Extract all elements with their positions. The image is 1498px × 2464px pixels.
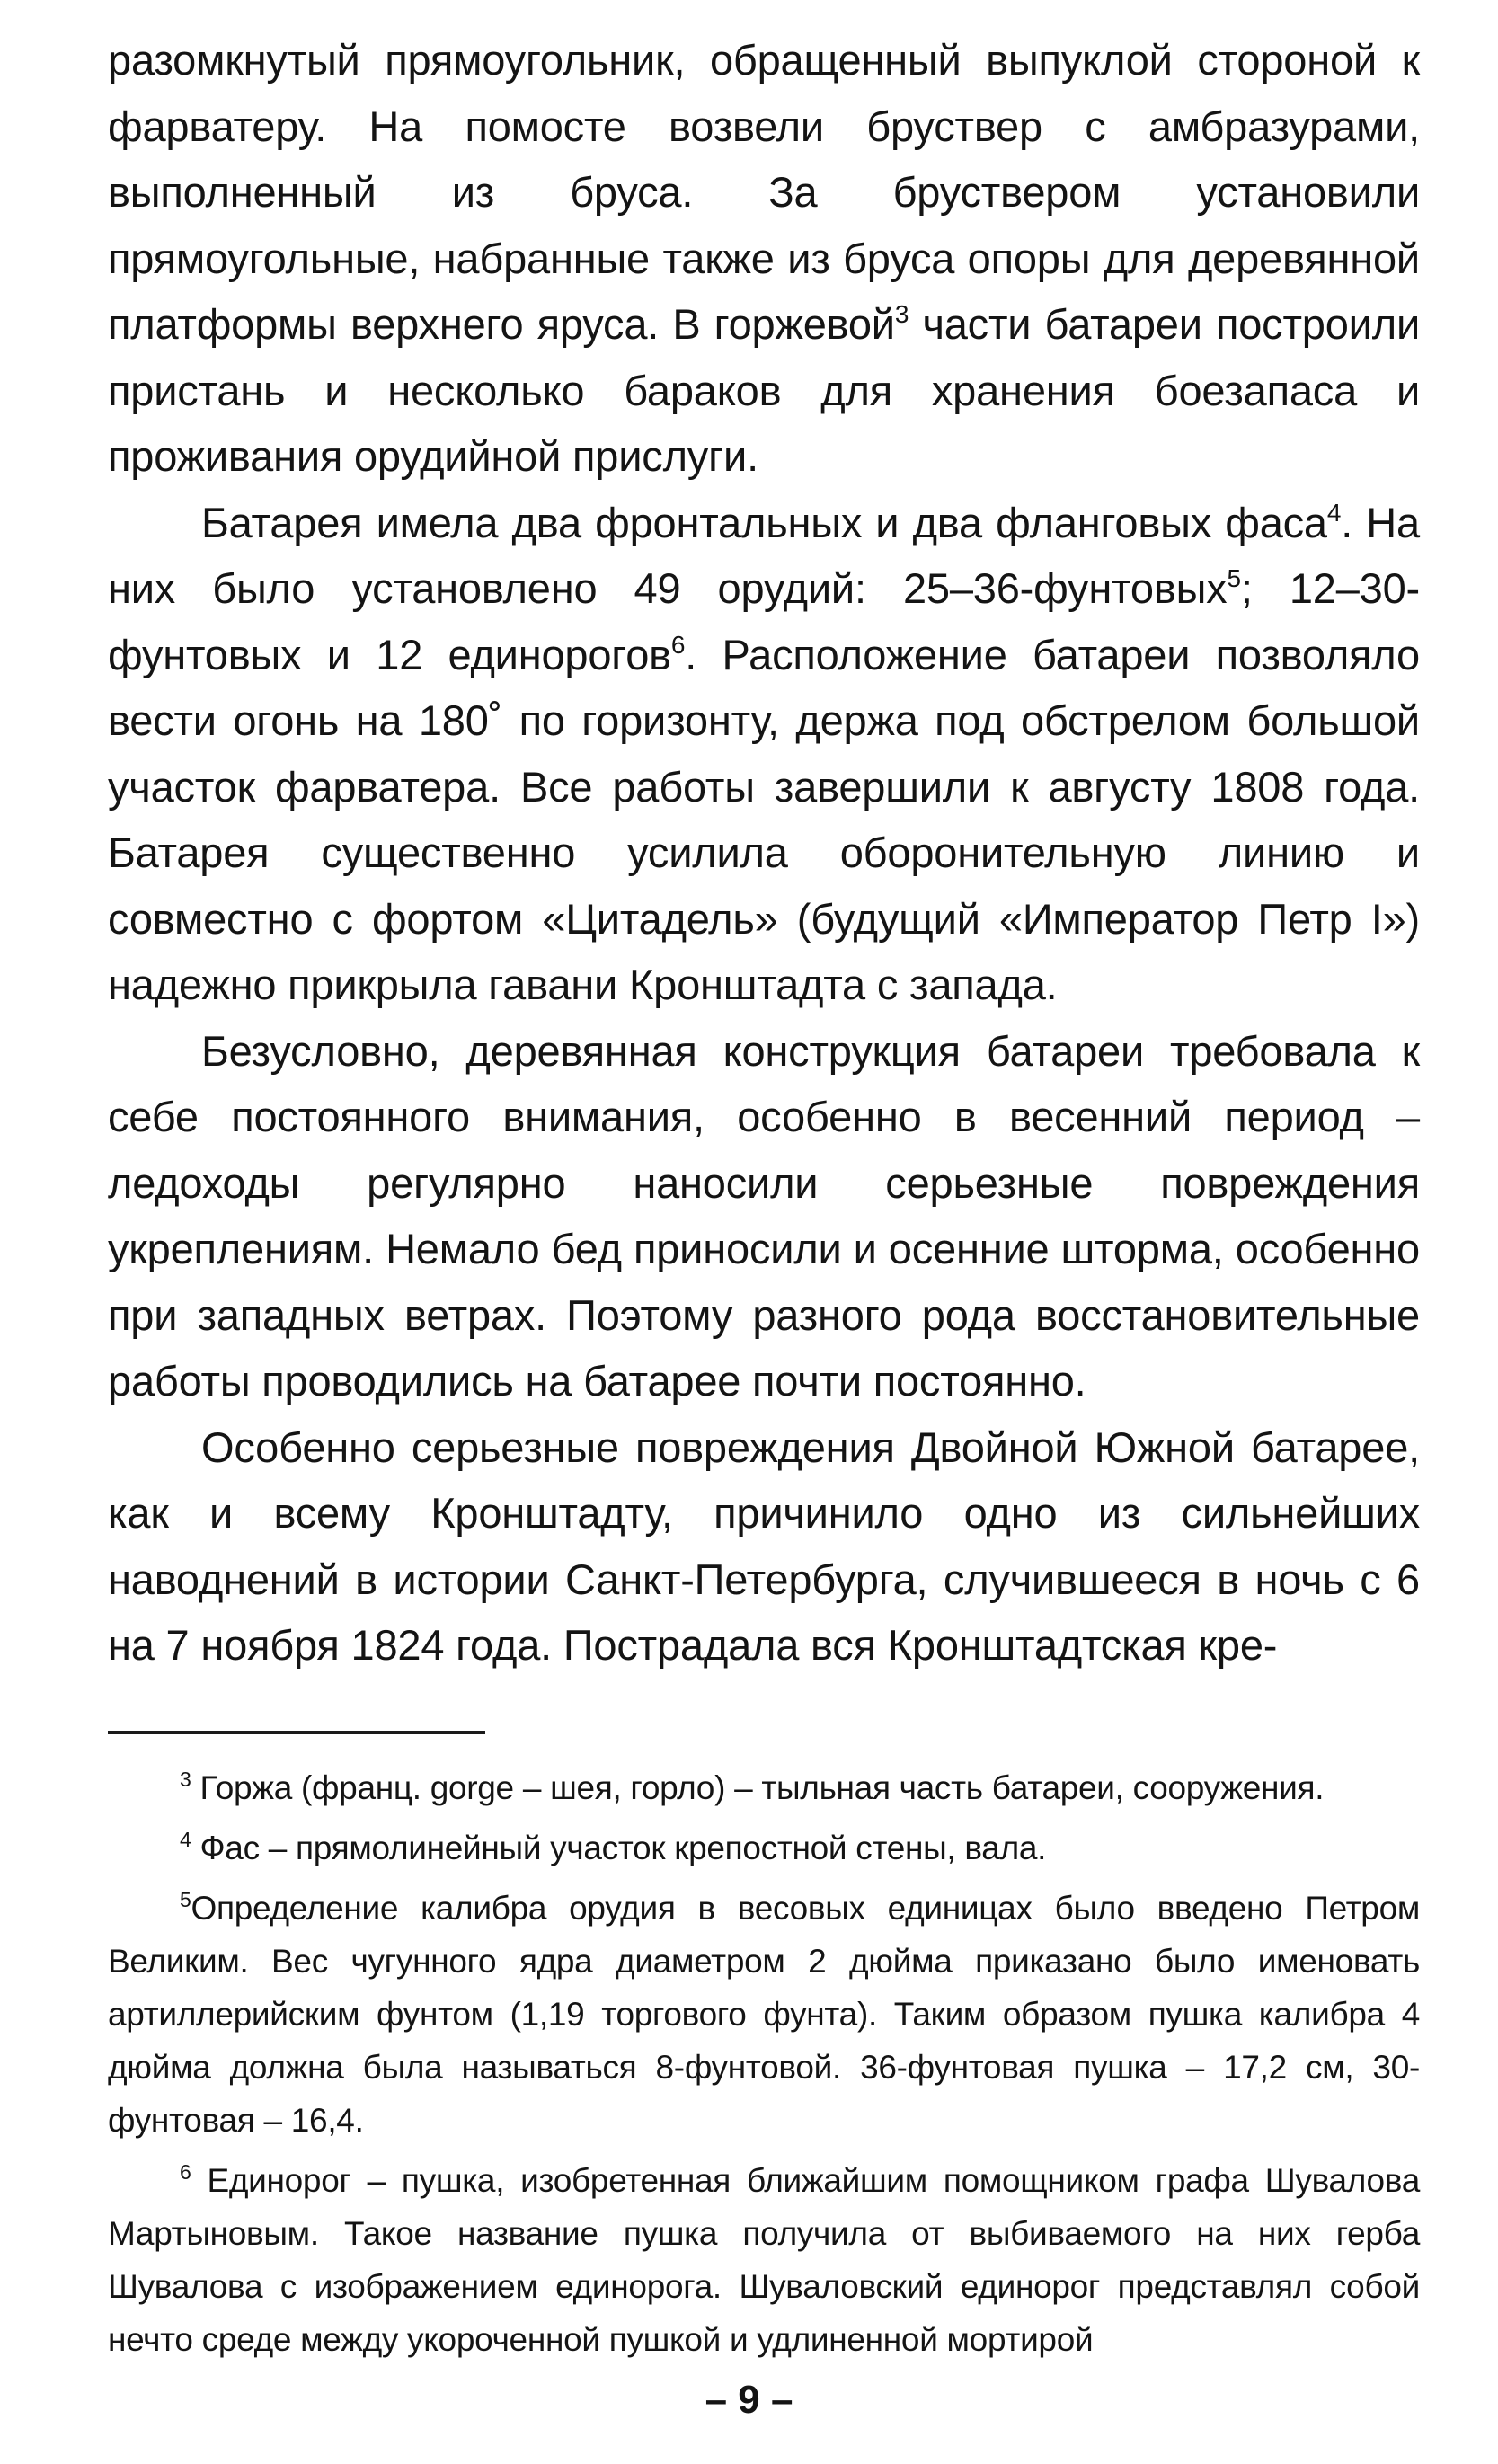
- footnote-separator: [108, 1731, 485, 1734]
- paragraph-3: Безусловно, деревянная конструкция батареи требовала к себе постоянного внимания, особенно в весенний период – ледоходы регулярно наносили серьезные повреждения укреплениям. Немало бед приносили и осенние шторма, особенно при западных ветрах. Поэтому разного рода восстановительные работы проводились на батарее почти постоянно.: [108, 1026, 1420, 1405]
- footnotes: [108, 1761, 1420, 2366]
- paragraph-1-text-a: разомкнутый прямоугольник, обращенный выпуклой стороной к фарватеру. На помосте возвели бруствер с амбразурами, выполненный из бруса. За бруствером установили прямоугольные, набранные также из бруса опоры для деревянной платформы верхнего яруса. В горжевой: [108, 36, 1420, 348]
- book-page: [108, 27, 1420, 2373]
- footnote-text: Определение калибра орудия в весовых единицах было введено Петром Великим. Вес чугунного ядра диаметром 2 дюйма приказано было именовать артиллерийским фунтом (1,19 торгового фунта). Таким образом пушка калибра 4 дюйма должна была называться 8-фунтовой. 36-фунтовая пушка – 17,2 см, 30- фунтовая – 16,4.: [108, 1889, 1420, 2139]
- paragraph-2: [108, 490, 1420, 1018]
- footnote-text: Горжа (франц. gorge – шея, горло) – тыльная часть батареи, сооружения.: [191, 1768, 1325, 1806]
- footnote-5: [108, 1882, 1420, 2147]
- footnote-ref-4[interactable]: 4: [1326, 498, 1342, 527]
- paragraph-2-text-d: . Расположение батареи позволяло вести огонь на 180˚ по горизонту, держа под обстрелом большой участок фарватера. Все работы завершили к августу 1808 года. Батарея существенно усилила оборонительную линию и совместно с фортом «Цитадель» (будущий «Император Петр I») надежно прикрыла гавани Кронштадта с запада.: [108, 630, 1420, 1008]
- footnote-ref-3[interactable]: 3: [894, 300, 909, 328]
- footnote-marker: 6: [180, 2159, 191, 2184]
- footnote-text: Фас – прямолинейный участок крепостной стены, вала.: [191, 1829, 1047, 1866]
- footnote-3: [108, 1761, 1420, 1814]
- footnote-text: Единорог – пушка, изобретенная ближайшим помощником графа Шувалова Мартыновым. Такое название пушка получила от выбиваемого на них герба Шувалова с изображением единорога. Шуваловский единорог представлял собой нечто среде между укороченной пушкой и удлиненной мортирой: [108, 2161, 1420, 2358]
- paragraph-4: Особенно серьезные повреждения Двойной Южной батарее, как и всему Кронштадту, причинило одно из сильнейших наводнений в истории Санкт-Петербурга, случившееся в ночь с 6 на 7 ноября 1824 года. Пострадала вся Кронштадтская кре-: [108, 1423, 1420, 1669]
- footnote-4: [108, 1821, 1420, 1875]
- paragraph-2-text-a: Батарея имела два фронтальных и два фланговых фаса: [201, 498, 1327, 546]
- footnote-ref-6[interactable]: 6: [670, 630, 686, 659]
- paragraph-2-text-b: . На них было установлено 49 орудий: 25–36-фунтовых: [108, 498, 1420, 612]
- paragraph-1: [108, 27, 1420, 490]
- footnote-marker: 5: [180, 1887, 191, 1911]
- footnote-marker: 3: [180, 1767, 191, 1791]
- footnote-6: [108, 2154, 1420, 2366]
- page-number: – 9 –: [705, 2378, 793, 2422]
- footnote-marker: 4: [180, 1827, 191, 1851]
- paragraph-1-text-b: части батареи построили пристань и несколько бараков для хранения боезапаса и проживания орудийной прислуги.: [108, 300, 1420, 480]
- footnote-ref-5[interactable]: 5: [1227, 564, 1241, 592]
- paragraph-2-text-c: ; 12–30-фунтовых и 12 единорогов: [108, 564, 1420, 678]
